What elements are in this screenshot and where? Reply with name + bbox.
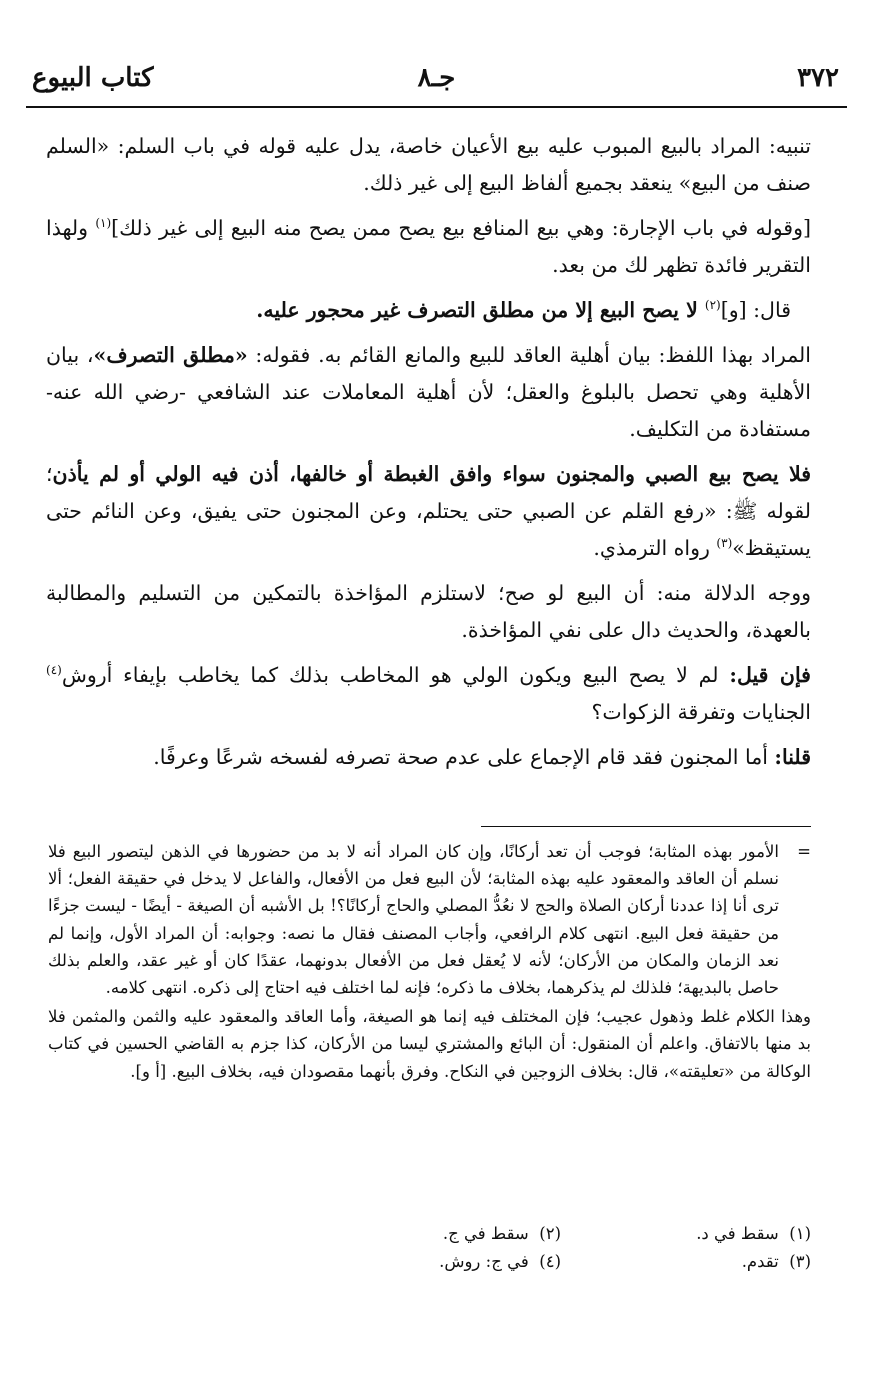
footnote-row <box>211 1220 811 1248</box>
paragraph-objection: فإن قيل: لم لا يصح البيع ويكون الولي هو المخاطب بذلك كما يخاطب بإيفاء أروش$^{(٤)}$ الجنايات وتفرقة الزكوات؟ <box>46 663 811 724</box>
paragraph-dalala: ووجه الدلالة منه: أن البيع لو صح؛ لاستلزم المؤاخذة بالتمكين من التسليم والمطالبة بالعهدة، والحديث دال على نفي المؤاخذة. <box>46 581 811 642</box>
footnote-item: (٤) في ج: روش. <box>439 1252 561 1271</box>
paragraph-sabi: فلا يصح بيع الصبي والمجنون سواء وافق الغبطة أو خالفها، أذن فيه الولي أو لم يأذن؛ لقوله ﷺ: «رفع القلم عن الصبي حتى يحتلم، وعن المجنون حتى يفيق، وعن النائم حتى يستيقظ»$^{(٣)}$ رواه الترمذي. <box>46 462 811 560</box>
main-text <box>46 128 811 784</box>
footnote-ref-2[interactable]: (٢) <box>704 298 721 313</box>
paragraph-tanbih: تنبيه: المراد بالبيع المبوب عليه بيع الأعيان خاصة، يدل عليه قوله في باب السلم: «السلم صنف من البيع» ينعقد بجميع ألفاظ البيع إلى غير ذلك. <box>46 134 811 195</box>
book-title: كتاب البيوع <box>32 63 154 93</box>
page-number: ٣٧٢ <box>797 63 839 93</box>
continuation-marker: = <box>797 842 811 861</box>
footnote-item: (٢) سقط في ج. <box>442 1224 561 1243</box>
footnote-area <box>48 838 811 1085</box>
paragraph-ijara: [وقوله في باب الإجارة: وهي بيع المنافع بيع يصح ممن يصح منه البيع إلى غير ذلك]$^{(١)}$ ولهذا التقرير فائدة تظهر لك من بعد. <box>46 216 811 277</box>
page-header <box>26 58 847 108</box>
footnote-ref-4[interactable]: (٤) <box>46 663 62 678</box>
footnote-ref-1[interactable]: (١) <box>95 216 112 231</box>
footnote-item: (٣) تقدم. <box>741 1252 811 1271</box>
footnote-list <box>211 1220 811 1276</box>
footnote-divider <box>481 826 811 827</box>
paragraph-answer: قلنا: أما المجنون فقد قام الإجماع على عدم صحة تصرفه لفسخه شرعًا وعرفًا. <box>153 745 811 769</box>
footnote-continued: = الأمور بهذه المثابة؛ فوجب أن تعد أركانًا، وإن كان المراد أنه لا بد من حضورها في الذهن ليتصور البيع فلا نسلم أن العاقد والمعقود عليه بهذه المثابة؛ لأن البيع فعل من الأفعال، والفاعل لا يدخل في حقيقة الفعل؛ ألا ترى أنا إذا عددنا أركان الصلاة والحج لا نعُدُّ المصلي والحاج أركانًا؟! بل الأشبه أن الصيغة - أيضًا - ليست جزءًا من حقيقة فعل البيع. انتهى كلام الرافعي، وأجاب المصنف فقال ما نصه: وجوابه: أن المراد الأول، وإنما لم نعد الزمان والمكان من الأركان؛ لأنه لا يُعقل فعل من الأفعال بدونهما، عقدًا كان أو غير عقد، والعلم بذلك حاصل بالبديهة؛ فلذلك لم يذكرهما، بخلاف ما ذكره؛ فإنه لما اختلف فيه احتاج إلى ذكره. انتهى كلامه. <box>48 838 811 1001</box>
paragraph-sharh: المراد بهذا اللفظ: بيان أهلية العاقد للبيع والمانع القائم به. فقوله: «مطلق التصرف»، بيان الأهلية وهي تحصل بالبلوغ والعقل؛ لأن أهلية المعاملات عند الشافعي -رضي الله عنه- مستفادة من التكليف. <box>46 343 811 441</box>
volume-label: جـ٨ <box>417 63 456 93</box>
paragraph-matn: قال: [و]$^{(٢)}$ لا يصح البيع إلا من مطلق التصرف غير محجور عليه. <box>256 298 791 322</box>
footnote-paragraph: وهذا الكلام غلط وذهول عجيب؛ فإن المختلف فيه إنما هو الصيغة، وأما العاقد والمعقود عليه والثمن والمثمن فلا بد منها بالاتفاق. واعلم أن المنقول: أن البائع والمشتري ليسا من الأركان، كذا جزم به القاضي الحسين في كتاب الوكالة من «تعليقته»، قال: بخلاف الزوجين في النكاح. وفرق بأنهما مقصودان فيه، بخلاف البيع. [أ و]. <box>48 1007 811 1081</box>
footnote-ref-3[interactable]: (٣) <box>716 536 733 551</box>
footnote-row <box>211 1248 811 1276</box>
footnote-item: (١) سقط في د. <box>696 1224 811 1243</box>
